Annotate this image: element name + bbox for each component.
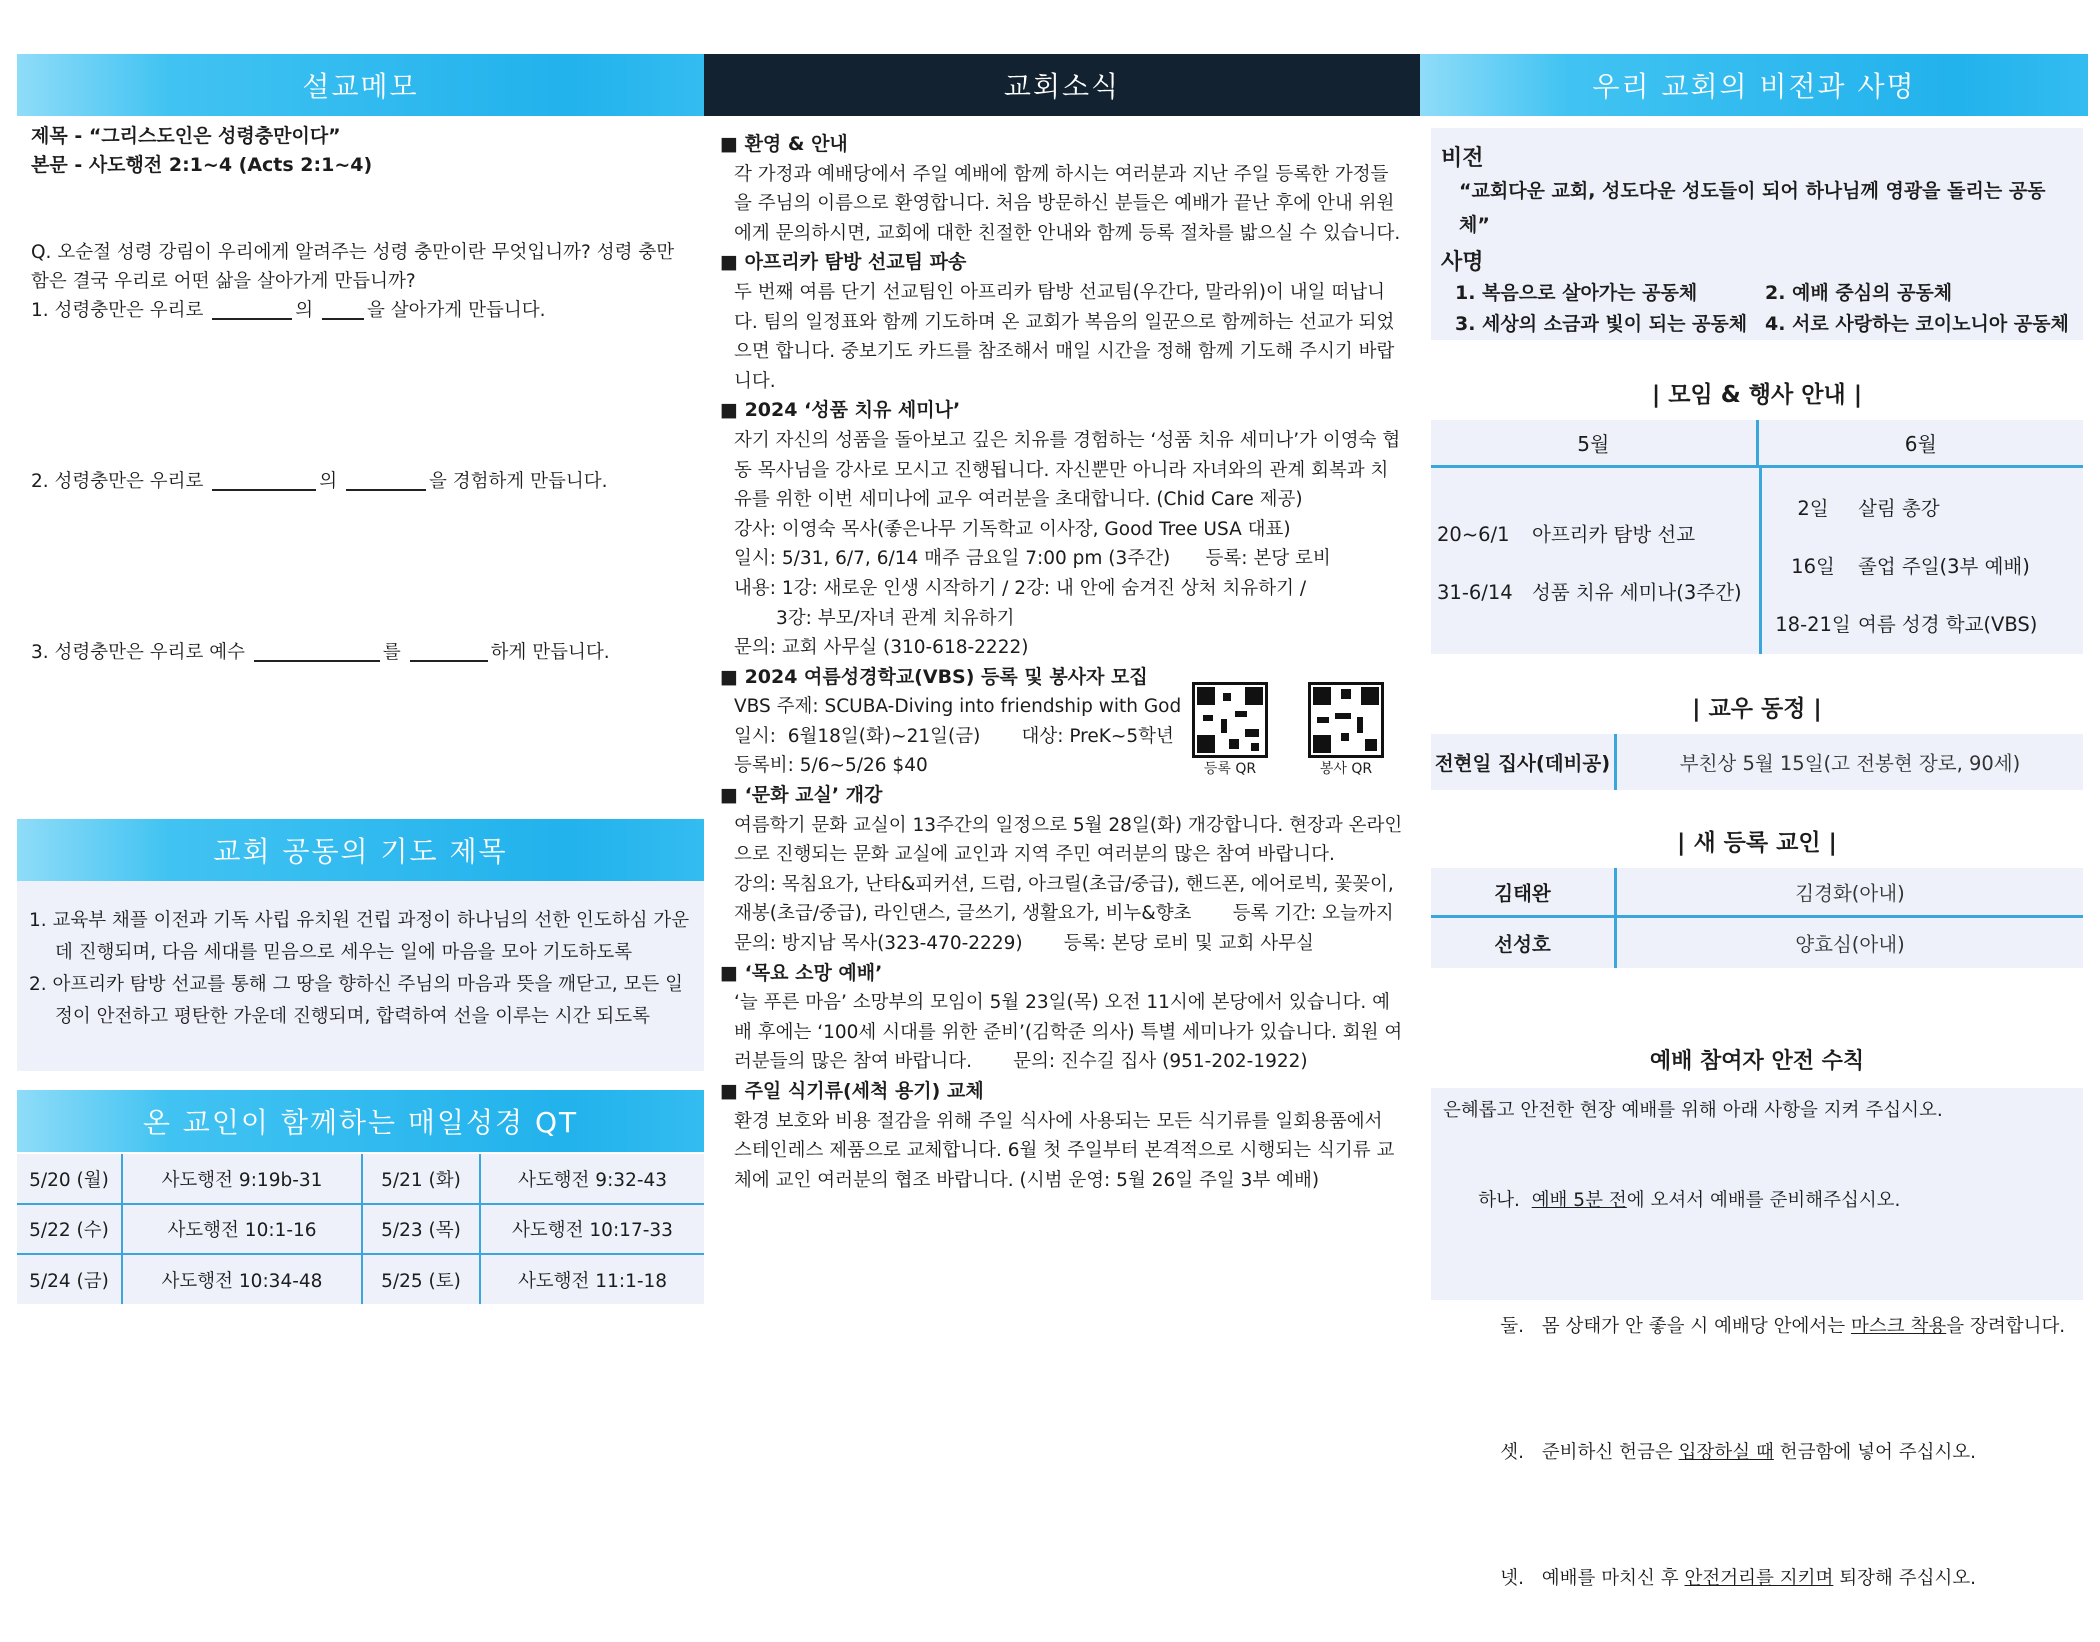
table-row (1431, 918, 2083, 968)
qt-reading: 사도행전 9:32-43 (480, 1154, 704, 1204)
qt-header: 온 교인이 함께하는 매일성경 QT (17, 1090, 704, 1152)
prayer-item: 1. 교육부 채플 이전과 기독 사립 유치원 건립 과정이 하나님의 선한 인도하심 가운데 진행되며, 다음 세대를 믿음으로 세우는 일에 마음을 모아 기도하도록 (29, 910, 690, 963)
news-section-title: ■ 환영 & 안내 (720, 133, 848, 155)
blank-line (212, 469, 316, 491)
seminar-lecturer: 강사: 이영숙 목사(좋은나무 기독학교 이사장, Good Tree USA 대표) (734, 518, 1291, 540)
sermon-text: 본문 - 사도행전 2:1~4 (Acts 2:1~4) (31, 154, 373, 176)
qt-reading: 사도행전 10:17-33 (480, 1204, 704, 1254)
news-column (704, 54, 1420, 1195)
may-events (1431, 468, 1762, 654)
qt-date: 5/20 (월) (17, 1154, 122, 1204)
news-section-body: 환경 보호와 비용 절감을 위해 주일 식사에 사용되는 모든 식기류를 일회용품에서 스테인레스 제품으로 교체합니다. 6월 첫 주일부터 본격적으로 시행되는 식기류 교체에 교인 여러분의 협조 바랍니다. (시범 운영: 5월 26일 주일 3부 예배) (734, 1110, 1395, 1191)
events-table (1431, 420, 2083, 654)
volunteer-qr[interactable] (1308, 682, 1384, 778)
list-item: 16일 졸업 주일(3부 예배) (1791, 555, 2030, 578)
members-title: | 교우 동정 | (1692, 696, 1822, 722)
news-section-body: ‘늘 푸른 마음’ 소망부의 모임이 5월 23일(목) 오전 11시에 본당에서 있습니다. 예배 후에는 ‘100세 시대를 위한 준비’(김학준 의사) 특별 세미나가 있습니다. 회원 여러분들의 많은 참여 바랍니다. 문의: 진수길 집사 (951-202-1922) (734, 992, 1403, 1073)
mission-item: 1. 복음으로 살아가는 공동체 (1455, 282, 1698, 304)
newcomer-spouse: 양효심(아내) (1795, 933, 1905, 956)
qt-table (17, 1154, 704, 1304)
news-section-body: 각 가정과 예배당에서 주일 예배에 함께 하시는 여러분과 지난 주일 등록한 가정들을 주님의 이름으로 환영합니다. 처음 방문하신 분들은 예배가 끝난 후에 안내 위원에게 문의하시면, 교회에 대한 친절한 안내와 함께 등록 절차를 밟으실 수 있습니다. (734, 163, 1401, 244)
sermon-question: Q. 오순절 성령 강림이 우리에게 알려주는 성령 충만이란 무엇입니까? 성령 충만함은 결국 우리로 어떤 삶을 살아가게 만듭니까? (31, 242, 675, 292)
qt-reading: 사도행전 10:1-16 (122, 1204, 362, 1254)
vision-header: 우리 교회의 비전과 사명 (1420, 54, 2088, 116)
table-row (17, 1204, 704, 1254)
prayer-box (17, 881, 704, 1071)
seminar-contact: 문의: 교회 사무실 (310-618-2222) (734, 637, 1029, 659)
table-row (1431, 734, 2083, 790)
news-section-body: 자기 자신의 성품을 돌아보고 깊은 치유를 경험하는 ‘성품 치유 세미나’가 이영숙 협동 목사님을 강사로 모시고 진행됩니다. 자신뿐만 아니라 자녀와의 관계 회복과 치유를 위한 이번 세미나에 교우 여러분을 초대합니다. (Chid Care 제공) (734, 429, 1401, 511)
blank-line (254, 640, 380, 662)
newcomers-title: | 새 등록 교인 | (1677, 830, 1837, 856)
safety-rule: 하나. 예배 5분 전에 오셔서 예배를 준비해주십시오. (1478, 1190, 1901, 1211)
list-item: 18-21일 여름 성경 학교(VBS) (1775, 613, 2038, 636)
sermon-column (17, 54, 704, 1292)
qt-date: 5/21 (화) (362, 1154, 480, 1204)
qr-label: 등록 QR (1203, 761, 1257, 777)
fill-blank-2 (31, 467, 692, 496)
mission-item: 4. 서로 사랑하는 코이노니아 공동체 (1765, 313, 2069, 335)
safety-box (1431, 1088, 2083, 1589)
safety-rule: 둘. 몸 상태가 안 좋을 시 예배당 안에서는 마스크 착용을 장려합니다. (1500, 1316, 2066, 1337)
seminar-content: 내용: 1강: 새로운 인생 시작하기 / 2강: 내 안에 숨겨진 상처 치유하기 / (734, 577, 1307, 599)
safety-intro: 은혜롭고 안전한 현장 예배를 위해 아래 사항을 지켜 주십시오. (1443, 1100, 1943, 1121)
vision-statement: “교회다운 교회, 성도다운 성도들이 되어 하나님께 영광을 돌리는 공동체” (1459, 180, 2046, 236)
blank-line (410, 640, 488, 662)
prayer-item: 2. 아프리카 탐방 선교를 통해 그 땅을 향하신 주님의 마음과 뜻을 깨닫고, 모든 일정이 안전하고 평탄한 가운데 진행되며, 합력하여 선을 이루는 시간 되도록 (29, 974, 683, 1027)
newcomer-name: 선성호 (1431, 918, 1617, 968)
blank-line (322, 298, 364, 320)
june-events (1762, 468, 2083, 654)
blank3-post: 하게 만듭니다. (490, 642, 610, 663)
prayer-header: 교회 공동의 기도 제목 (17, 819, 704, 881)
news-section-title: ■ ‘문화 교실’ 개강 (720, 784, 883, 807)
news-section-title: ■ 아프리카 탐방 선교팀 파송 (720, 251, 967, 274)
newcomer-spouse: 김경화(아내) (1795, 881, 1905, 905)
blank1-mid: 의 (295, 300, 314, 321)
fill-blank-1 (31, 296, 692, 325)
member-note: 부친상 5월 15일(고 전봉현 장로, 90세) (1679, 752, 2021, 775)
fill-blank-3 (31, 638, 692, 667)
mission-item: 2. 예배 중심의 공동체 (1765, 282, 1953, 304)
table-row (17, 1154, 704, 1204)
news-body (704, 116, 1420, 1195)
qr-label: 봉사 QR (1319, 761, 1373, 777)
registration-qr[interactable] (1192, 682, 1268, 778)
vision-label: 비전 (1441, 146, 1484, 171)
qt-date: 5/22 (수) (17, 1204, 122, 1254)
vision-box (1431, 128, 2083, 340)
vision-column (1420, 54, 2088, 1589)
events-title: | 모임 & 행사 안내 | (1651, 382, 1863, 408)
mission-item: 3. 세상의 소금과 빛이 되는 공동체 (1455, 313, 1748, 335)
seminar-content-2: 3강: 부모/자녀 관계 치유하기 (776, 607, 1015, 629)
members-table (1431, 734, 2083, 790)
blank2-pre: 2. 성령충만은 우리로 (31, 471, 204, 492)
table-row (17, 1254, 704, 1304)
safety-rule: 셋. 준비하신 헌금은 입장하실 때 헌금함에 넣어 주십시오. (1500, 1442, 1977, 1463)
qt-reading: 사도행전 10:34-48 (122, 1254, 362, 1304)
events-table-header (1431, 420, 2083, 468)
blank3-mid: 를 (382, 642, 401, 663)
blank-line (212, 298, 292, 320)
news-header: 교회소식 (704, 54, 1420, 116)
blank2-mid: 의 (319, 471, 338, 492)
news-section-title: ■ 2024 여름성경학교(VBS) 등록 및 봉사자 모집 (720, 665, 1148, 688)
blank1-pre: 1. 성령충만은 우리로 (31, 300, 204, 321)
culture-classes: 강의: 목침요가, 난타&피커션, 드럼, 아크릴(초급/중급), 핸드폰, 에어로빅, 꽃꽂이, 재봉(초급/중급), 라인댄스, 글쓰기, 생활요가, 비누&향초 등록 기간: 오늘까지 (734, 873, 1400, 925)
list-item: 20~6/1 아프리카 탐방 선교 (1437, 523, 1696, 546)
list-item: 31-6/14 성품 치유 세미나(3주간) (1437, 581, 1742, 604)
qt-date: 5/25 (토) (362, 1254, 480, 1304)
sermon-header: 설교메모 (17, 54, 704, 116)
sermon-memo (17, 116, 704, 667)
mission-label: 사명 (1441, 250, 1484, 275)
news-section-body: 여름학기 문화 교실이 13주간의 일정으로 5월 28일(화) 개강합니다. 현장과 온라인으로 진행되는 문화 교실에 교인과 지역 주민 여러분의 많은 참여 바랍니다. (734, 814, 1403, 866)
qt-date: 5/24 (금) (17, 1254, 122, 1304)
culture-contact: 문의: 방지남 목사(323-470-2229) 등록: 본당 로비 및 교회 사무실 (734, 933, 1314, 955)
news-section-body: 두 번째 여름 단기 선교팀인 아프리카 탐방 선교팀(우간다, 말라위)이 내일 떠납니다. 팀의 일정표와 함께 기도하며 온 교회가 복음의 일꾼으로 함께하는 선교가 되었으면 합니다. 중보기도 카드를 참조해서 매일 시간을 정해 함께 기도해 주시기 바랍니다. (734, 281, 1395, 392)
member-name: 전현일 집사(데비공) (1431, 734, 1617, 790)
vbs-fee: 등록비: 5/6~5/26 $40 (734, 755, 928, 777)
qt-date: 5/23 (목) (362, 1204, 480, 1254)
vbs-theme: VBS 주제: SCUBA-Diving into friendship with God (734, 696, 1182, 718)
blank-line (346, 469, 426, 491)
month-may: 5월 (1431, 420, 1759, 465)
qr-code-icon (1308, 682, 1384, 758)
table-row (1431, 868, 2083, 918)
safety-rule: 넷. 예배를 마치신 후 안전거리를 지키며 퇴장해 주십시오. (1500, 1568, 1977, 1589)
qt-reading: 사도행전 11:1-18 (517, 1270, 668, 1292)
mission-list (1441, 278, 2073, 340)
newcomer-name: 김태완 (1431, 868, 1617, 915)
list-item: 2일 살림 총강 (1797, 497, 1940, 520)
blank2-post: 을 경험하게 만듭니다. (429, 471, 608, 492)
seminar-schedule: 일시: 5/31, 6/7, 6/14 매주 금요일 7:00 pm (3주간) 등록: 본당 로비 (734, 548, 1331, 570)
newcomers-table (1431, 868, 2083, 968)
sermon-title: 제목 - “그리스도인은 성령충만이다” (31, 125, 341, 147)
news-section-title: ■ 2024 ‘성품 치유 세미나’ (720, 399, 961, 422)
qr-code-icon (1192, 682, 1268, 758)
news-section-title: ■ 주일 식기류(세척 용기) 교체 (720, 1080, 984, 1102)
blank3-pre: 3. 성령충만은 우리로 예수 (31, 642, 246, 663)
news-section-title: ■ ‘목요 소망 예배’ (720, 961, 883, 984)
month-june: 6월 (1904, 432, 1937, 456)
vbs-dates: 일시: 6월18일(화)~21일(금) 대상: PreK~5학년 (734, 725, 1174, 747)
qt-reading: 사도행전 9:19b-31 (122, 1154, 362, 1204)
safety-title: 예배 참여자 안전 수칙 (1649, 1049, 1865, 1074)
blank1-post: 을 살아가게 만듭니다. (367, 300, 546, 321)
